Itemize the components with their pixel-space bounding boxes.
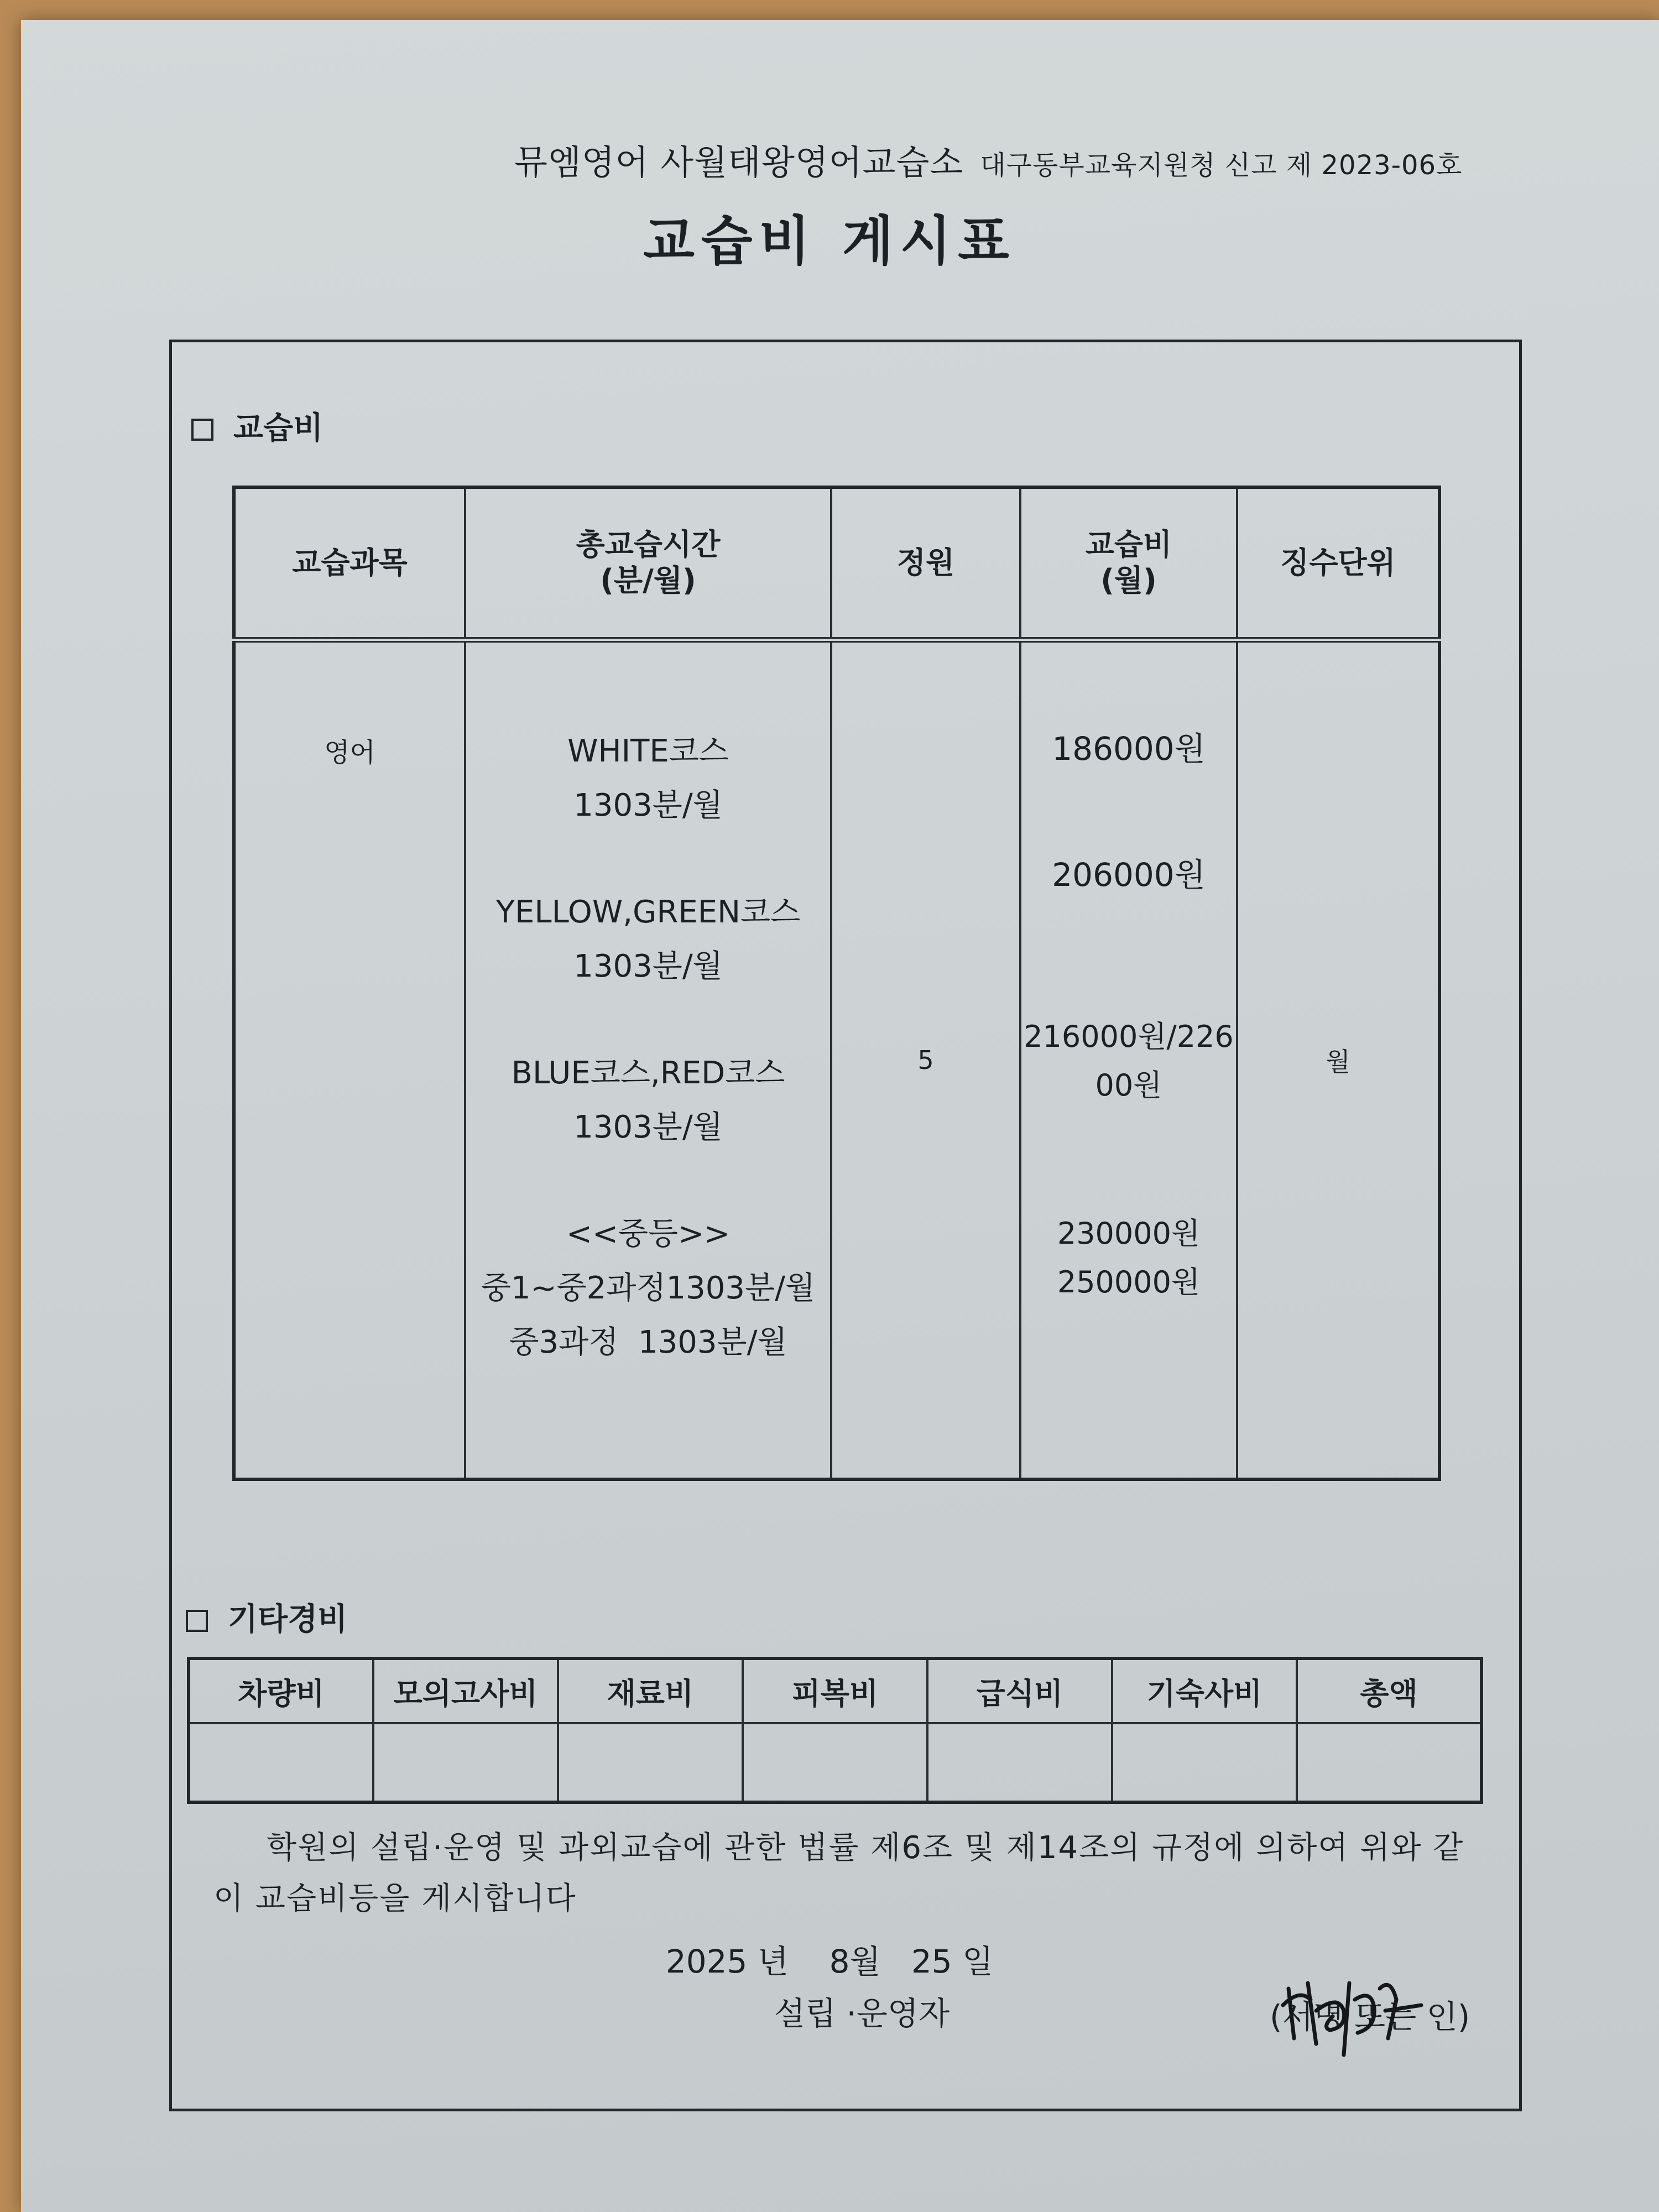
document-header xyxy=(514,135,1462,184)
middle-school-line: 중1~중2과정1303분/월 xyxy=(481,1270,816,1306)
other-expenses-table xyxy=(187,1657,1483,1804)
checkbox-icon xyxy=(191,419,213,441)
column-header-uniform: 피복비 xyxy=(743,1658,927,1723)
handwritten-signature xyxy=(1277,1966,1443,2060)
tuition-fee-cell xyxy=(1020,640,1237,1479)
other-heading-label: 기타경비 xyxy=(228,1601,348,1637)
tuition-section-heading xyxy=(191,404,323,448)
value-cell xyxy=(743,1723,927,1802)
signature-or-seal-label: (서명 또는 인) xyxy=(1270,1998,1470,2036)
value-cell xyxy=(1112,1723,1297,1802)
other-expenses-heading xyxy=(186,1595,347,1639)
page-title: 교습비 게시표 xyxy=(643,210,1016,272)
fee-value: 250000원 xyxy=(1057,1265,1201,1300)
tuition-table xyxy=(232,486,1441,1481)
middle-school-line: 중3과정 1303분/월 xyxy=(509,1324,787,1360)
founder-label: 설립 ·운영자 xyxy=(774,1995,950,2032)
fee-value: 230000원 xyxy=(1057,1216,1201,1251)
column-header-meals: 급식비 xyxy=(927,1658,1112,1723)
course-time: 1303분/월 xyxy=(573,948,723,984)
middle-school-heading: <<중등>> xyxy=(566,1216,730,1252)
fee-value: 216000원/226 xyxy=(1024,1019,1234,1054)
value-cell xyxy=(373,1723,558,1802)
fee-value: 00원 xyxy=(1095,1068,1162,1103)
column-header-total: 총액 xyxy=(1297,1658,1481,1723)
fee-value: 186000원 xyxy=(1052,730,1206,768)
column-header-vehicle: 차량비 xyxy=(189,1658,373,1723)
column-header-materials: 재료비 xyxy=(558,1658,743,1723)
value-cell xyxy=(189,1723,373,1802)
value-cell xyxy=(927,1723,1112,1802)
subject-cell: 영어 xyxy=(234,640,465,1479)
course-name: WHITE코스 xyxy=(567,733,729,769)
collection-unit-cell: 월 xyxy=(1237,640,1439,1479)
course-cell xyxy=(465,640,831,1479)
column-header-subject: 교습과목 xyxy=(234,487,465,640)
column-header-collection-unit: 징수단위 xyxy=(1237,487,1439,640)
capacity-cell: 5 xyxy=(831,640,1020,1479)
legal-notice: 학원의 설립·운영 및 과외교습에 관한 법률 제6조 및 제14조의 규정에 의하여 위와 같이 교습비등을 게시합니다 xyxy=(213,1830,1464,1917)
column-header-tuition: 교습비 (월) xyxy=(1020,487,1237,640)
course-name: YELLOW,GREEN코스 xyxy=(495,894,801,930)
checkbox-icon xyxy=(186,1610,208,1632)
column-header-capacity: 정원 xyxy=(831,487,1020,640)
value-cell xyxy=(1297,1723,1481,1802)
fee-value: 206000원 xyxy=(1052,856,1206,894)
tuition-heading-label: 교습비 xyxy=(233,410,324,446)
column-header-dormitory: 기숙사비 xyxy=(1112,1658,1297,1723)
column-header-total-time: 총교습시간 (분/월) xyxy=(465,487,831,640)
registration-number: 대구동부교육지원청 신고 제 2023-06호 xyxy=(980,150,1463,181)
course-name: BLUE코스,RED코스 xyxy=(511,1055,785,1091)
posting-date: 2025 년 8월 25 일 xyxy=(665,1943,994,1980)
course-time: 1303분/월 xyxy=(573,1109,723,1145)
value-cell xyxy=(558,1723,743,1802)
course-time: 1303분/월 xyxy=(573,787,723,823)
column-header-mock-exam: 모의고사비 xyxy=(373,1658,558,1723)
academy-name: 뮤엠영어 사월태왕영어교습소 xyxy=(514,142,964,182)
